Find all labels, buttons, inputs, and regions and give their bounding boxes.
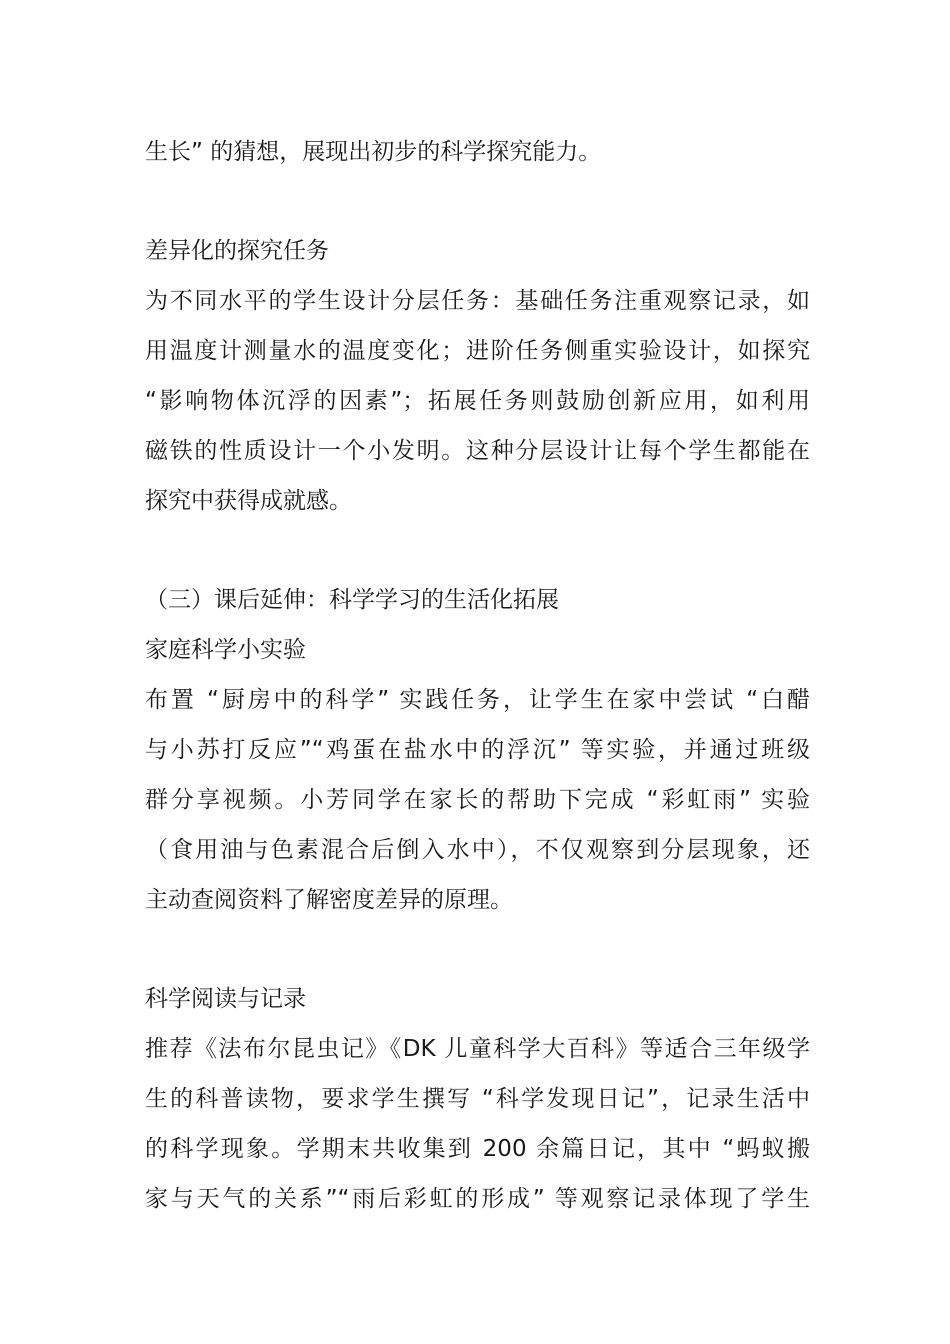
section-heading: 科学阅读与记录	[145, 986, 306, 1012]
paragraph-line: 生的科普读物，要求学生撰写 “科学发现日记”，记录生活中	[145, 1086, 810, 1112]
paragraph-line: 的科学现象。学期末共收集到 200 余篇日记，其中 “蚂蚁搬	[145, 1136, 810, 1162]
paragraph-line: 生长” 的猜想，展现出初步的科学探究能力。	[145, 139, 602, 165]
paragraph-line: 探究中获得成就感。	[145, 488, 352, 514]
chapter-heading: （三）课后延伸：科学学习的生活化拓展	[145, 587, 559, 613]
paragraph-line: 与小苏打反应”“鸡蛋在盐水中的浮沉” 等实验，并通过班级	[145, 737, 810, 763]
paragraph-line: 磁铁的性质设计一个小发明。这种分层设计让每个学生都能在	[145, 438, 810, 464]
section-heading: 差异化的探究任务	[145, 238, 329, 264]
paragraph-line: 主动查阅资料了解密度差异的原理。	[145, 887, 513, 913]
paragraph-line: 布置 “厨房中的科学” 实践任务，让学生在家中尝试 “白醋	[145, 687, 810, 713]
paragraph-line: 用温度计测量水的温度变化；进阶任务侧重实验设计，如探究	[145, 338, 810, 364]
paragraph-line: “影响物体沉浮的因素”；拓展任务则鼓励创新应用，如利用	[145, 388, 810, 414]
paragraph-line: 群分享视频。小芳同学在家长的帮助下完成 “彩虹雨” 实验	[145, 787, 810, 813]
paragraph-line: 推荐《法布尔昆虫记》《DK 儿童科学大百科》等适合三年级学	[145, 1036, 810, 1062]
section-heading: 家庭科学小实验	[145, 637, 306, 663]
paragraph-line: 家与天气的关系”“雨后彩虹的形成” 等观察记录体现了学生	[145, 1186, 810, 1212]
paragraph-line: 为不同水平的学生设计分层任务：基础任务注重观察记录，如	[145, 288, 810, 314]
paragraph-line: （食用油与色素混合后倒入水中），不仅观察到分层现象，还	[145, 837, 810, 863]
